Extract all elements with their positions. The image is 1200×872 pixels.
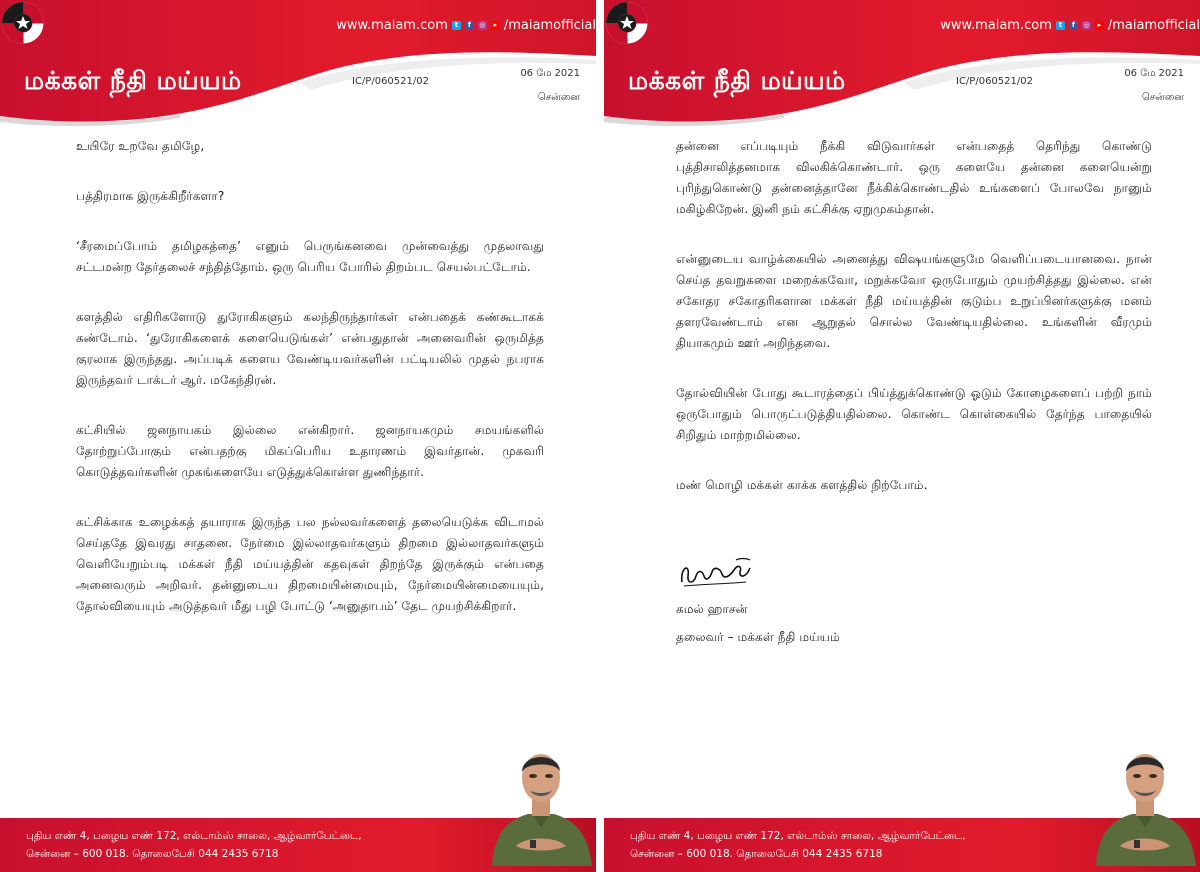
facebook-icon[interactable]: f <box>1069 21 1078 30</box>
paragraph: ‘சீரமைப்போம் தமிழகத்தை’ எனும் பெருங்கனவை முன்வைத்து முதலாவது சட்டமன்ற தேர்தலைச் சந்தித்தோம். ஒரு பெரிய போரில் திறம்பட செயல்பட்டோம். <box>76 239 544 274</box>
closing-line: மண் மொழி மக்கள் காக்க களத்தில் நிற்போம். <box>676 478 928 492</box>
twitter-icon[interactable]: t <box>452 21 461 30</box>
salutation: உயிரே உறவே தமிழே, <box>76 139 205 153</box>
brand-name: மக்கள் நீதி மய்யம் <box>24 66 242 95</box>
address-line-1: புதிய எண் 4, பழைய எண் 172, எல்டாம்ஸ் சாலை, ஆழ்வார்பேட்டை, <box>630 830 966 842</box>
facebook-icon[interactable]: f <box>465 21 474 30</box>
instagram-icon[interactable]: ◎ <box>479 21 486 29</box>
letter-city: சென்னை <box>1141 92 1184 103</box>
reference-number: IC/P/060521/02 <box>956 76 1033 87</box>
social-handle[interactable]: /maiamofficial <box>1107 18 1200 33</box>
paragraph: களத்தில் எதிரிகளோடு துரோகிகளும் கலந்திருந்தார்கள் என்பதைக் கண்கூடாகக் கண்டோம். ‘துரோகிகளைக் களையெடுங்கள்’ என்பதுதான் அனைவரின் ஒருமித்த குரலாக இருந்தது. அப்படிக் களைய வேண்டியவர்களின் பட்டியலில் முதல் நபராக இருந்தவர் டாக்டர் ஆர். மகேந்திரன். <box>76 310 544 387</box>
logo-icon <box>604 0 650 46</box>
letterhead <box>0 0 596 128</box>
letter-page-1 <box>0 0 596 872</box>
paragraph: கட்சிக்காக உழைக்கத் தயாராக இருந்த பல நல்லவர்களைத் தலையெடுக்க விடாமல் செய்ததே இவரது சாதனை. நேர்மை இல்லாதவர்களும் திறமை இல்லாதவர்களும் வெளியேறும்படி மக்கள் நீதி மய்யத்தின் கதவுகள் திறந்தே இருக்கும் என்பதை அனைவரும் அறிவர். தன்னுடைய திறமையின்மையும், நேர்மையின்மையையும், தோல்வியையும் அடுத்தவர் மீது பழி போட்டு ‘அனுதாபம்’ தேட முயற்சிக்கிறார். <box>76 515 544 613</box>
signature-icon <box>676 554 756 590</box>
paragraph: தன்னை எப்படியும் நீக்கி விடுவார்கள் என்பதைத் தெரிந்து கொண்டு புத்திசாலித்தனமாக விலகிக்கொண்டார். ஒரு களையே தன்னை களையென்று புரிந்துகொண்டு தன்னைத்தானே நீக்கிக்கொண்டதில் உங்களைப் போலவே நானும் மகிழ்கிறேன். இனி நம் கட்சிக்கு ஏறுமுகம்தான். <box>676 139 1152 216</box>
letter-date: 06 மே 2021 <box>520 68 580 79</box>
signatory-name: கமல் ஹாசன் <box>676 602 748 616</box>
portrait-icon <box>1090 728 1200 866</box>
greeting: பத்திரமாக இருக்கிறீர்களா? <box>76 189 225 203</box>
paragraph: என்னுடைய வாழ்க்கையில் அனைத்து விஷயங்களுமே வெளிப்படையானவை. நான் செய்த தவறுகளை மறைக்கவோ, மறுக்கவோ ஒருபோதும் முயற்சித்தது இல்லை. என் சகோதர சகோதரிகளான மக்கள் நீதி மய்யத்தின் குடும்ப உறுப்பினர்களுக்கு மனம் தளரவேண்டாம் என ஆறுதல் சொல்ல வேண்டியதில்லை. உங்களின் வீரமும் தியாகமும் ஊர் அறிந்தவை. <box>676 252 1152 350</box>
youtube-icon[interactable]: ▸ <box>491 21 500 30</box>
page-divider <box>596 0 604 872</box>
address-line-2: சென்னை – 600 018. தொலைபேசி 044 2435 6718 <box>630 848 883 860</box>
youtube-icon[interactable]: ▸ <box>1095 21 1104 30</box>
instagram-icon[interactable]: ◎ <box>1083 21 1090 29</box>
letterhead <box>604 0 1200 128</box>
paragraph: கட்சியில் ஜனநாயகம் இல்லை என்கிறார். ஜனநாயகமும் சமயங்களில் தோற்றுப்போகும் என்பதற்கு மிகப்பெரிய உதாரணம் இவர்தான். முகவரி கொடுத்தவர்களின் முகங்களையே எடுத்துக்கொள்ள துணிந்தார். <box>76 423 544 479</box>
website-link[interactable]: www.maiam.com <box>940 18 1052 33</box>
address-line-2: சென்னை – 600 018. தொலைபேசி 044 2435 6718 <box>26 848 279 860</box>
letter-date: 06 மே 2021 <box>1124 68 1184 79</box>
letter-body <box>76 136 544 646</box>
social-handle[interactable]: /maiamofficial <box>503 18 596 33</box>
letter-page-2 <box>604 0 1200 872</box>
signatory-title: தலைவர் – மக்கள் நீதி மய்யம் <box>676 630 840 644</box>
brand-name: மக்கள் நீதி மய்யம் <box>628 66 846 95</box>
website-line <box>940 18 1200 33</box>
reference-number: IC/P/060521/02 <box>352 76 429 87</box>
letter-body <box>676 136 1152 525</box>
portrait-icon <box>486 728 596 866</box>
paragraph: தோல்வியின் போது கூடாரத்தைப் பிய்த்துக்கொண்டு ஓடும் கோழைகளைப் பற்றி நாம் ஒருபோதும் பொருட்படுத்தியதில்லை. கொண்ட கொள்கையில் தேர்ந்த பாதையில் சிறிதும் மாற்றமில்லை. <box>676 386 1152 442</box>
address-line-1: புதிய எண் 4, பழைய எண் 172, எல்டாம்ஸ் சாலை, ஆழ்வார்பேட்டை, <box>26 830 362 842</box>
website-line <box>336 18 596 33</box>
logo-icon <box>0 0 46 46</box>
website-link[interactable]: www.maiam.com <box>336 18 448 33</box>
letter-city: சென்னை <box>537 92 580 103</box>
twitter-icon[interactable]: t <box>1056 21 1065 30</box>
